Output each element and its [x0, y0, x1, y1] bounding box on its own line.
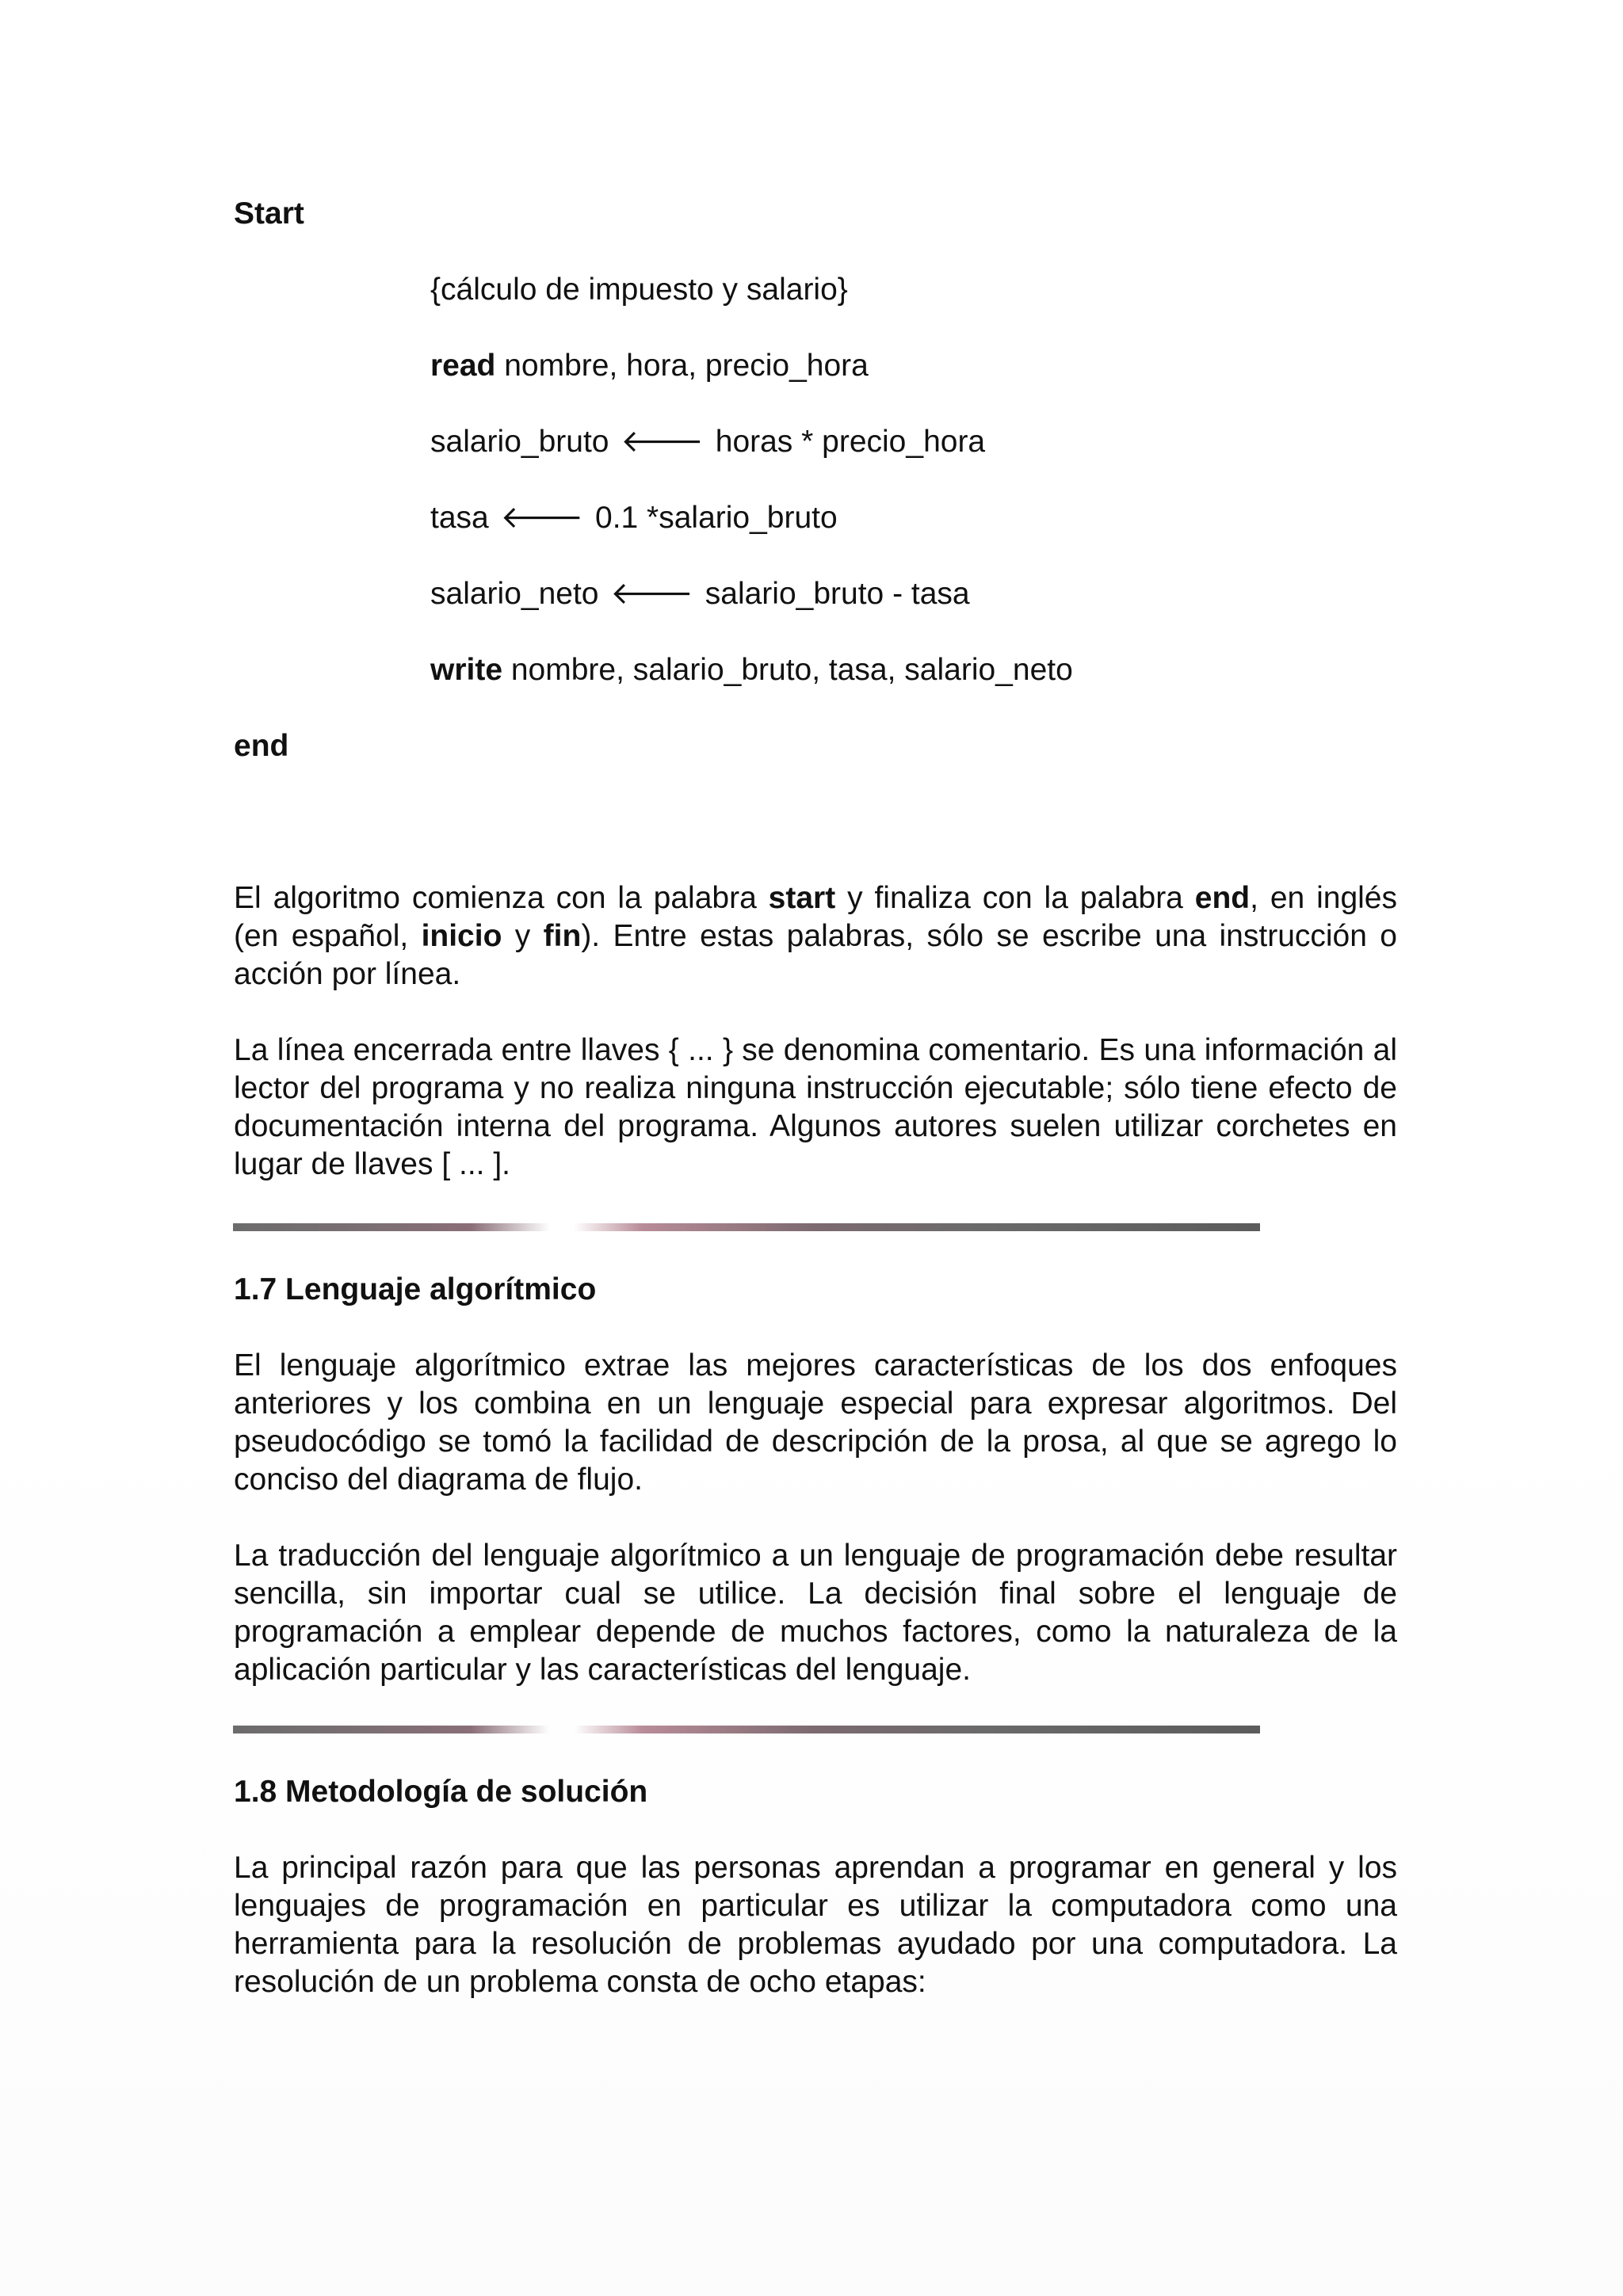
- para1-text: ). Entre estas palabras, sólo se escribe una instrucción o acción por línea.: [234, 919, 1397, 991]
- para1-bold-end: end: [1194, 881, 1251, 915]
- section-1-8-paragraph-1: La principal razón para que las personas aprendan a programar en general y los lenguajes de programación en particular es utilizar la computadora como una herramienta para la resolución de problemas ayudado por una computadora. La resolución de un problema consta de ocho etapas:: [234, 1851, 1397, 1999]
- tasa-rhs: 0.1 *salario_bruto: [595, 501, 838, 535]
- assign-arrow-icon: 🡐: [500, 501, 584, 535]
- code-comment-line: {cálculo de impuesto y salario}: [430, 273, 848, 307]
- para1-text: y: [502, 919, 544, 953]
- para1-text: El algoritmo comienza con la palabra: [234, 881, 769, 915]
- neto-lhs: salario_neto: [430, 577, 599, 611]
- code-neto-line: [430, 575, 970, 613]
- read-keyword: read: [430, 349, 496, 383]
- para1-bold-fin: fin: [543, 919, 582, 953]
- para1-bold-start: start: [768, 881, 836, 915]
- section-heading-1-7: 1.7 Lenguaje algorítmico: [234, 1272, 597, 1306]
- section-1-7-paragraph-1: El lenguaje algorítmico extrae las mejores características de los dos enfoques anteriores y los combina en un lenguaje especial para expresar algoritmos. Del pseudocódigo se tomó la facilidad de descripción de la prosa, al que se agrego lo conciso del diagrama de flujo.: [234, 1348, 1397, 1497]
- section-divider: [233, 1223, 1260, 1231]
- section-1-7-paragraph-2: La traducción del lenguaje algorítmico a un lenguaje de programación debe resultar sencilla, sin importar cual se utilice. La decisión final sobre el lenguaje de programación a emplear depende de muchos factores, como la naturaleza de la aplicación particular y las características del lenguaje.: [234, 1539, 1397, 1687]
- start-keyword: Start: [234, 196, 304, 231]
- neto-rhs: salario_bruto - tasa: [705, 577, 970, 611]
- para1-text: y finaliza con la palabra: [835, 881, 1195, 915]
- code-read-line: [430, 347, 869, 385]
- write-keyword: write: [430, 653, 503, 687]
- paragraph-start-end: [234, 879, 1397, 994]
- assign-arrow-icon: 🡐: [621, 425, 704, 459]
- para1-bold-inicio: inicio: [421, 919, 502, 953]
- tasa-lhs: tasa: [430, 501, 489, 535]
- section-heading-1-8: 1.8 Metodología de solución: [234, 1775, 648, 1809]
- code-tasa-line: [430, 499, 838, 537]
- para1-text: , en inglés (en español,: [234, 881, 1397, 953]
- read-args: nombre, hora, precio_hora: [495, 349, 869, 383]
- paragraph-comentario: La línea encerrada entre llaves { ... } se denomina comentario. Es una información al lector del programa y no realiza ninguna instrucción ejecutable; sólo tiene efecto de documentación interna del programa. Algunos autores suelen utilizar corchetes en lugar de llaves [ ... ].: [234, 1033, 1397, 1181]
- code-write-line: [430, 651, 1073, 689]
- write-args: nombre, salario_bruto, tasa, salario_neto: [502, 653, 1073, 687]
- end-keyword: end: [234, 729, 289, 763]
- section-divider: [233, 1726, 1260, 1733]
- assign-arrow-icon: 🡐: [610, 577, 693, 611]
- bruto-lhs: salario_bruto: [430, 425, 609, 459]
- bruto-rhs: horas * precio_hora: [715, 425, 986, 459]
- code-bruto-line: [430, 423, 985, 461]
